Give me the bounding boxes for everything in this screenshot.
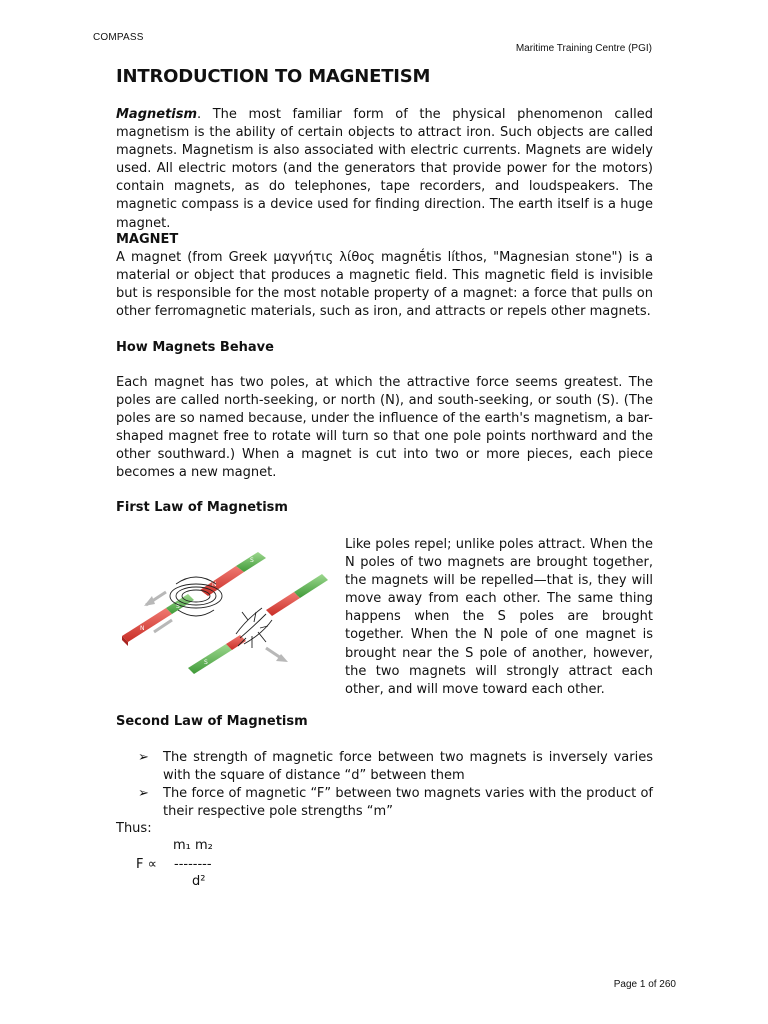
page-title: INTRODUCTION TO MAGNETISM: [116, 66, 431, 87]
arrow-lower-right-icon: [266, 648, 288, 662]
intro-text: . The most familiar form of the physical phenomenon called magnetism is the ability of certain objects to attract iron. Such objects are called magnets. Magnetism is also associated with electric currents. Magnets are widely used. All electric motors (and the generators that provide power for the motors) contain magnets, as do telephones, tape recorders, and loudspeakers. The magnetic compass is a device used for finding direction. The earth itself is a huge magnet.: [116, 107, 653, 231]
formula-numerator: m₁ m₂: [173, 838, 213, 853]
magnet-poles-figure: [116, 540, 340, 680]
behave-heading: How Magnets Behave: [116, 340, 274, 355]
magnet-bar-bottom-right: [266, 574, 328, 616]
arrow-upper-left-icon: [144, 592, 166, 606]
pole-label-n: N: [212, 581, 217, 588]
magnet-heading: MAGNET: [116, 232, 179, 247]
behave-paragraph: [116, 374, 653, 483]
bullet-text: The strength of magnetic force between two magnets is inversely varies with the square of distance “d” between them: [163, 750, 653, 784]
arrow-bullet-icon: ➢: [138, 750, 149, 765]
pole-label-s: S: [250, 557, 254, 564]
header-right: Maritime Training Centre (PGI): [515, 43, 652, 54]
magnet-text: A magnet (from Greek μαγνήτις λίθος magnḗtis líthos, "Magnesian stone") is a material or object that produces a magnetic field. This magnetic field is invisible but is responsible for the most notable property of a magnet: a force that pulls on other ferromagnetic materials, such as iron, and attracts or repels other magnets.: [116, 250, 653, 320]
formula-lhs: F ∝: [136, 857, 157, 872]
pole-label-n: N: [140, 625, 145, 632]
formula-divider: --------: [174, 857, 212, 872]
magnet-bar-bottom-left: [188, 635, 246, 674]
magnetic-force-formula: [136, 838, 256, 894]
first-law-paragraph: [345, 536, 653, 699]
pole-label-s: S: [176, 603, 180, 610]
formula-denominator: d²: [192, 874, 206, 889]
list-item: [138, 785, 653, 821]
bullet-text: The force of magnetic “F” between two magnets varies with the product of their respective pole strengths “m”: [163, 786, 653, 820]
intro-paragraph: [116, 106, 653, 233]
second-law-heading: Second Law of Magnetism: [116, 714, 308, 729]
page-number: Page 1 of 260: [613, 979, 676, 990]
behave-text: Each magnet has two poles, at which the attractive force seems greatest. The poles are called north-seeking, or north (N), and south-seeking, or south (S). (The poles are so named because, under the influence of the earth's magnetism, a bar-shaped magnet free to rotate will turn so that one pole points northward and the other southward.) When a magnet is cut into two or more pieces, each piece becomes a new magnet.: [116, 375, 653, 481]
field-lines-attract: [236, 608, 272, 648]
first-law-heading: First Law of Magnetism: [116, 500, 288, 515]
thus-label: Thus:: [116, 821, 152, 836]
first-law-text: Like poles repel; unlike poles attract. When the N poles of two magnets are brought together, the magnets will be repelled—that is, they will move away from each other. The same thing happens when the S poles are brought together. When the N pole of one magnet is brought near the S pole of another, however, the two magnets will strongly attract each other, and will move toward each other.: [345, 537, 653, 697]
intro-term: Magnetism: [116, 107, 198, 122]
second-law-bullet-list: [138, 749, 653, 821]
arrow-bullet-icon: ➢: [138, 786, 149, 802]
pole-label-s: S: [204, 659, 208, 666]
magnet-paragraph: [116, 249, 653, 321]
header-left: COMPASS: [93, 32, 144, 43]
magnet-bar-top-left: [122, 594, 194, 646]
list-item: [138, 749, 653, 785]
